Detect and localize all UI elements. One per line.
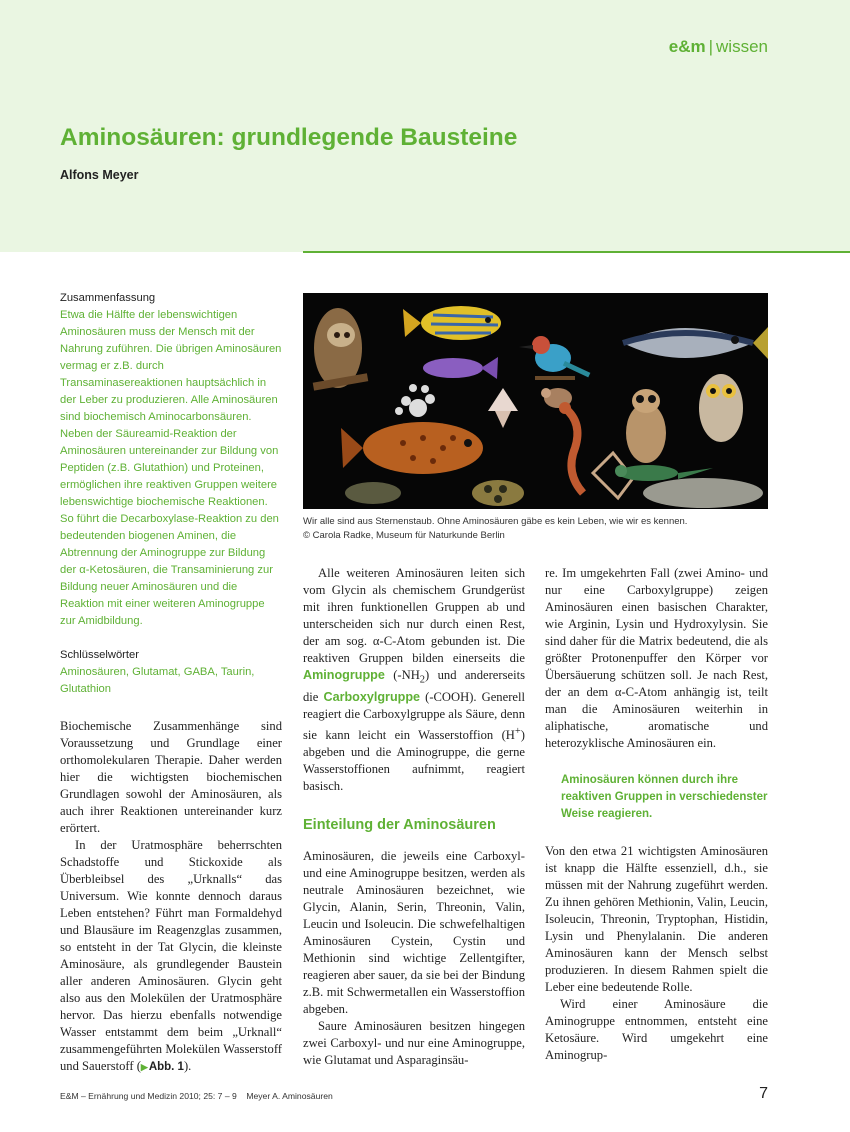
aminogruppe-term: Aminogruppe [303,668,385,682]
basic-aminoacids-paragraph: re. Im umgekehrten Fall (zwei Amino- und nur eine Carboxylgruppe) zeigen Aminosäuren einen basischen Charakter, wie Arginin, Lysin und Hydroxylysin. Sie sind daher für die Matrix bedeutend, die als größter Protonenpuffer den Körper vor Übersäuerung schützen soll. Je nach Rest, der an dem α-C-Atom anhängig ist, teilt man die Aminosäuren weiterhin in aliphatische, aromatische und heterozyklische Aminosäuren ein. [545,566,768,750]
abstract-text: Etwa die Hälfte der lebenswichtigen Aminosäuren muss der Mensch mit der Nahrung zuführen. Die übrigen Aminosäuren vermag er z.B. durch Transaminasereaktionen hauptsächlich in der Leber zu produzieren. Alle Aminosäuren sind biochemisch Aminocarbonsäuren. Neben der Säureamid-Reaktion der Aminosäuren untereinander zur Bildung von Peptiden (z.B. Glutathion) und Proteinen, ermöglichen ihre reaktiven Gruppen weitere lebenswichtige biochemische Reaktionen. So führt die Decarboxylase-Reaktion zu den bedeutenden biogenen Aminen, die Abtrennung der Aminogruppe zur Bildung der α-Ketosäuren, die Transaminierung zur Bildung neuer Aminosäuren und die Reaktion mit einer weiteren Aminogruppe zur Amidbildung. [60,309,282,627]
header-rule [303,251,850,253]
text-segment: (-COOH). Generell reagiert die Carboxylgruppe als Säure, denn sie kann leicht ein Wasserstoffion (H [303,689,525,742]
superscript-plus: + [514,725,521,737]
column-1 [60,718,282,1076]
text-segment: Alle weiteren Aminosäuren leiten sich vom Glycin als chemischem Grundgerüst mit ihren funktionellen Gruppen ab und unterscheiden sich nur durch einen Rest, der am sog. α-C-Atom gebunden ist. Die reaktiven Gruppen bilden einerseits die [303,566,525,665]
neutral-aminoacids-paragraph: Aminosäuren, die jeweils eine Carboxyl- und eine Aminogruppe besitzen, werden als neutrale Aminosäuren bezeichnet, wie Glycin, Alanin, Serin, Threonin, Valin, Leucin und Isoleucin. Die schwefelhaltigen Aminosäuren Cystein, Cystin und Methionin sind wichtige Zellentgifter, reagieren aber sauer, da sie bei der Bindung z.B. mit Schwermetallen ein Wasserstoffion abgeben. [303,848,525,1016]
ketoacid-paragraph: Wird einer Aminosäure die Aminogruppe entnommen, entsteht eine Ketosäure. Wird umgekehrt eine Aminogrup- [545,997,768,1062]
figure-reference-link[interactable] [141,1061,184,1073]
pull-quote: Aminosäuren können durch ihre reaktiven Gruppen in verschiedenster Weise reagieren. [561,774,768,820]
column-3 [545,565,768,1064]
column-2 [303,565,525,1069]
section-heading-einteilung: Einteilung der Aminosäuren [303,816,496,833]
subscript-2: 2 [419,674,426,686]
figure-caption [303,515,768,543]
keywords-text: Aminosäuren, Glutamat, GABA, Taurin, Glutathion [60,666,255,695]
caption-line-1: Wir alle sind aus Sternenstaub. Ohne Aminosäuren gäbe es kein Leben, wie wir es kennen. [303,516,688,527]
paragraph-end: ). [183,1059,192,1073]
footer-citation: E&M – Ernährung und Medizin 2010; 25: 7 – 9 Meyer A. Aminosäuren [60,1091,333,1101]
article-author: Alfons Meyer [60,168,139,182]
text-segment: ) abgeben und die Aminogruppe, die gerne Wasserstoffionen aufnimmt, reagiert basisch. [303,727,525,793]
text-segment: (-NH [384,668,420,682]
journal-brand [669,37,768,57]
intro-paragraph: Biochemische Zusammenhänge sind Voraussetzung und Grundlage einer orthomolekularen Therapie. Daher werden hier die wichtigsten biochemischen Grundlagen sowohl der Aminosäuren, als auch ihrer Reaktionen untereinander kurz erörtert. [60,719,282,835]
text-segment: ) und andererseits die [303,668,525,704]
animals-collage-illustration [303,293,768,509]
brand-bold: e&m [668,37,706,56]
functional-groups-paragraph [303,565,525,795]
abstract-label: Zusammenfassung [60,292,156,304]
figure-1-image [303,293,768,509]
acidic-aminoacids-paragraph: Saure Aminosäuren besitzen hingegen zwei Carboxyl- und nur eine Aminogruppe, wie Glutamat und Asparaginsäu- [303,1018,525,1067]
carboxylgruppe-term: Carboxylgruppe [323,689,421,704]
uratmosphaere-text: In der Uratmosphäre beherrschten Schadstoffe und Stickoxide als Überbleibsel des „Urknalls“ das Universum. Wie konnte dennoch daraus Leben entstehen? Führt man Formaldehyd und Blausäure im Reagenzglas zusammen, so entsteht in der Tat Glycin, die kleinste Aminosäure, als grundlegender Baustein aller anderen Aminosäuren. Glycin geht also aus den Molekülen der Uratmosphäre hervor. Das hierzu ebenfalls notwendige Wasser entstammt dem beim „Urknall“ zusammengeführten Molekülen Wasserstoff und Sauerstoff ( [60,838,282,1073]
caption-credit: © Carola Radke, Museum für Naturkunde Berlin [303,530,505,541]
abstract-box [60,290,282,698]
page-number: 7 [759,1085,768,1102]
keywords-label: Schlüsselwörter [60,649,139,661]
reference-arrow-icon: ▶ [140,1062,148,1072]
figure-reference-label: Abb. 1 [148,1061,184,1073]
uratmosphaere-paragraph [60,837,282,1076]
brand-light: wissen [716,37,768,56]
article-title: Aminosäuren: grundlegende Bausteine [60,124,518,151]
brand-separator: | [708,37,714,56]
essential-aminoacids-paragraph: Von den etwa 21 wichtigsten Aminosäuren ist knapp die Hälfte essenziell, d.h., sie müssen mit der Nahrung zugeführt werden. Zu ihnen gehören Methionin, Valin, Leucin, Isoleucin, Threonin, Tryptophan, Histidin, Lysin und Phenylalanin. Die anderen Aminosäuren kann der Mensch selbst produzieren. In diesem Rahmen spielt die Leber eine bedeutende Rolle. [545,844,768,994]
